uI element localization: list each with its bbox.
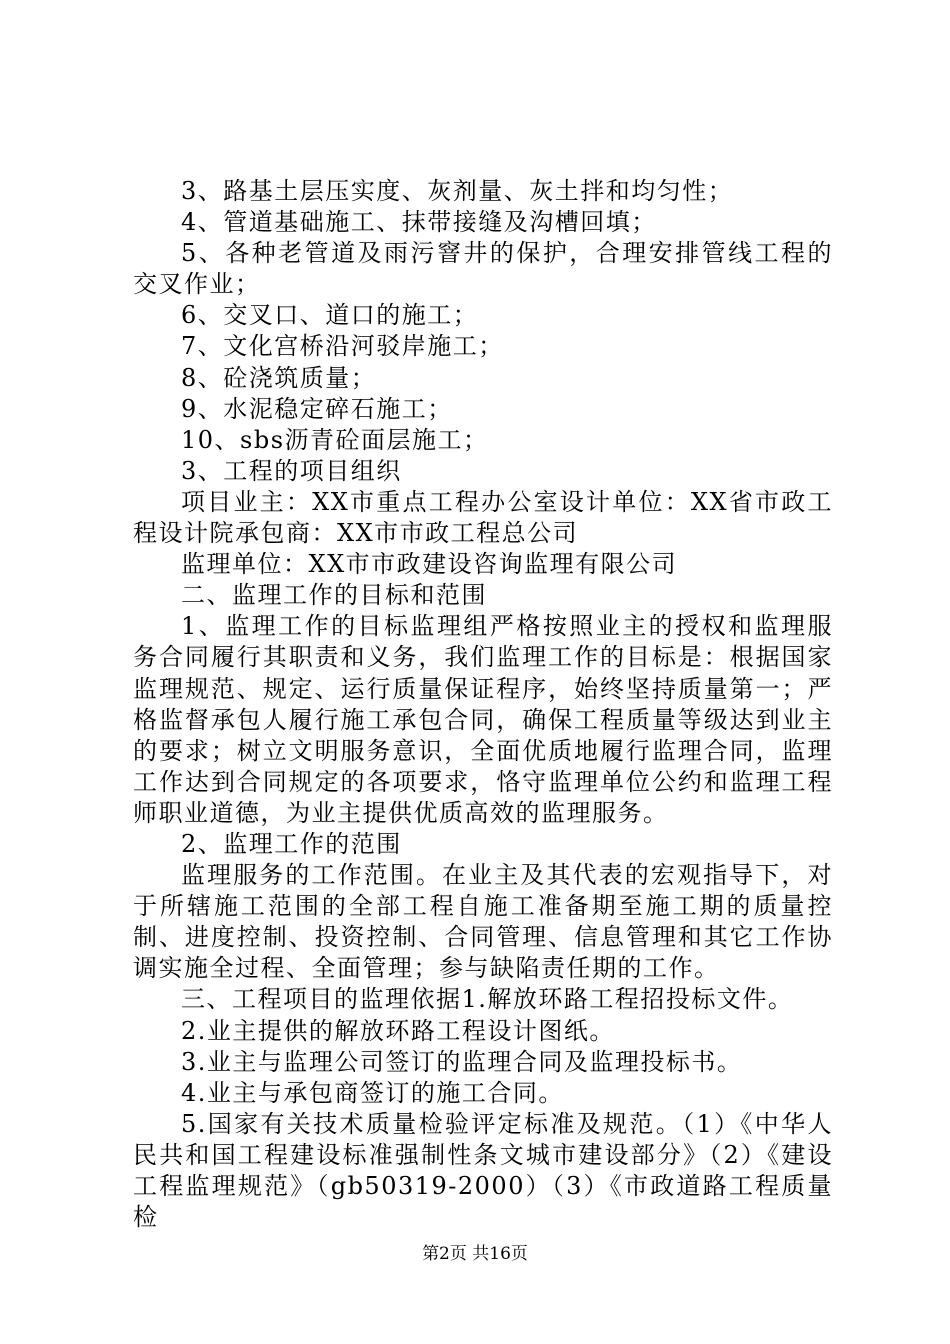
- paragraph-old-pipe-protection: 5、各种老管道及雨污窨井的保护，合理安排管线工程的交叉作业；: [133, 239, 833, 299]
- paragraph-supervision-contract: 3.业主与监理公司签订的监理合同及监理投标书。: [181, 1047, 743, 1076]
- paragraph-supervision-goals: 1、监理工作的目标监理组严格按照业主的授权和监理服务合同履行其职责和义务，我们监理工作的目标是：根据国家监理规范、规定、运行质量保证程序，始终坚持质量第一；严格监督承包人履行施工承包合同，确保工程质量等级达到业主的要求；树立文明服务意识，全面优质地履行监理合同，监理工作达到合同规定的各项要求，恪守监理单位公约和监理工程师职业道德，为业主提供优质高效的监理服务。: [133, 612, 833, 827]
- paragraph-asphalt-layer: 10、sbs沥青砼面层施工；: [181, 425, 489, 454]
- paragraph-intersection-construction: 6、交叉口、道口的施工；: [181, 301, 479, 330]
- paragraph-cement-gravel: 9、水泥稳定碎石施工；: [181, 394, 453, 423]
- paragraph-design-drawings: 2.业主提供的解放环路工程设计图纸。: [181, 1016, 615, 1045]
- section-heading-supervision-basis: 三、工程项目的监理依据1.解放环路工程招投标文件。: [181, 985, 794, 1014]
- paragraph-revetment-construction: 7、文化宫桥沿河驳岸施工；: [181, 332, 504, 361]
- paragraph-concrete-quality: 8、砼浇筑质量；: [181, 363, 377, 392]
- paragraph-scope-detail: 监理服务的工作范围。在业主及其代表的宏观指导下，对于所辖施工范围的全部工程自施工准备期至施工期的质量控制、进度控制、投资控制、合同管理、信息管理和其它工作协调实施全过程、全面管理；参与缺陷责任期的工作。: [133, 861, 833, 983]
- section-heading-supervision-scope: 2、监理工作的范围: [181, 829, 402, 858]
- page-number-footer: 第2页 共16页: [422, 1244, 528, 1264]
- paragraph-construction-contract: 4.业主与承包商签订的施工合同。: [181, 1078, 564, 1107]
- paragraph-supervision-unit: 监理单位：XX市市政建设咨询监理有限公司: [181, 550, 678, 579]
- paragraph-project-owner: 项目业主：XX市重点工程办公室设计单位：XX省市政工程设计院承包商：XX市市政工程总公司: [133, 487, 833, 548]
- document-body: [133, 176, 833, 1233]
- paragraph-pipe-foundation: 4、管道基础施工、抹带接缝及沟槽回填；: [181, 208, 657, 237]
- section-heading-project-organization: 3、工程的项目组织: [181, 456, 402, 485]
- paragraph-subgrade-compaction: 3、路基土层压实度、灰剂量、灰土拌和均匀性；: [181, 177, 734, 205]
- section-heading-goals-scope: 二、监理工作的目标和范围: [181, 581, 487, 610]
- paragraph-national-standards: 5.国家有关技术质量检验评定标准及规范。（1）《中华人民共和国工程建设标准强制性条文城市建设部分》（2）《建设工程监理规范》（gb50319-2000）（3）《市政道路工程质量检: [133, 1109, 833, 1232]
